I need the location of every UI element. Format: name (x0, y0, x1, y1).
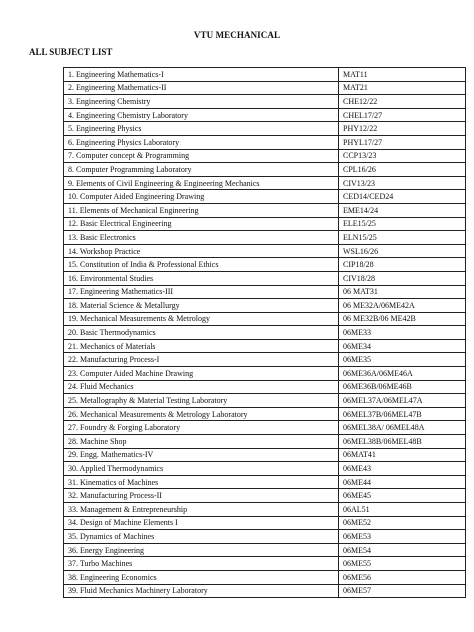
subject-code-cell: 06ME45 (339, 489, 466, 503)
subject-code-cell: PHY12/22 (339, 122, 466, 136)
table-row (64, 149, 466, 163)
table-row (64, 462, 466, 476)
subject-code-cell: 06ME34 (339, 339, 466, 353)
subject-code-cell: EME14/24 (339, 203, 466, 217)
subject-name-cell: 19. Mechanical Measurements & Metrology (64, 312, 339, 326)
subject-name-cell: 3. Engineering Chemistry (64, 95, 339, 109)
table-row (64, 231, 466, 245)
subject-code-cell: CHEL17/27 (339, 108, 466, 122)
table-row (64, 271, 466, 285)
subject-name-cell: 7. Computer concept & Programming (64, 149, 339, 163)
subject-name-cell: 17. Engineering Mathematics-III (64, 285, 339, 299)
subject-name-cell: 20. Basic Thermodynamics (64, 326, 339, 340)
subject-code-cell: 06ME44 (339, 475, 466, 489)
table-row (64, 163, 466, 177)
subject-name-cell: 39. Fluid Mechanics Machinery Laboratory (64, 584, 339, 598)
subject-name-cell: 25. Metallography & Material Testing Laboratory (64, 394, 339, 408)
subject-code-cell: 06ME55 (339, 557, 466, 571)
table-row (64, 258, 466, 272)
table-row (64, 503, 466, 517)
subject-code-cell: 06MEL37A/06MEL47A (339, 394, 466, 408)
subject-code-cell: 06ME36B/06ME46B (339, 380, 466, 394)
table-row (64, 285, 466, 299)
subject-name-cell: 8. Computer Programming Laboratory (64, 163, 339, 177)
subject-name-cell: 24. Fluid Mechanics (64, 380, 339, 394)
table-row (64, 530, 466, 544)
table-row (64, 122, 466, 136)
subject-code-cell: ELN15/25 (339, 231, 466, 245)
subject-code-cell: 06ME53 (339, 530, 466, 544)
table-row (64, 516, 466, 530)
subject-name-cell: 34. Design of Machine Elements I (64, 516, 339, 530)
table-row (64, 353, 466, 367)
subject-name-cell: 33. Management & Entrepreneurship (64, 503, 339, 517)
subject-code-cell: 06MEL37B/06MEL47B (339, 407, 466, 421)
subject-code-cell: CIV13/23 (339, 176, 466, 190)
document-title: VTU MECHANICAL (193, 30, 281, 40)
table-row (64, 176, 466, 190)
subject-name-cell: 6. Engineering Physics Laboratory (64, 135, 339, 149)
table-row (64, 475, 466, 489)
subject-name-cell: 30. Applied Thermodynamics (64, 462, 339, 476)
subject-code-cell: CED14/CED24 (339, 190, 466, 204)
subject-name-cell: 31. Kinematics of Machines (64, 475, 339, 489)
table-row (64, 543, 466, 557)
subject-code-cell: CIV18/28 (339, 271, 466, 285)
subject-name-cell: 29. Engg. Mathematics-IV (64, 448, 339, 462)
table-row (64, 448, 466, 462)
subject-name-cell: 23. Computer Aided Machine Drawing (64, 367, 339, 381)
subject-code-cell: 06ME54 (339, 543, 466, 557)
subject-name-cell: 35. Dynamics of Machines (64, 530, 339, 544)
subject-code-cell: 06ME43 (339, 462, 466, 476)
subject-code-cell: 06ME57 (339, 584, 466, 598)
subject-name-cell: 26. Mechanical Measurements & Metrology Laboratory (64, 407, 339, 421)
subject-name-cell: 12. Basic Electrical Engineering (64, 217, 339, 231)
subject-code-cell: MAT11 (339, 68, 466, 82)
table-row (64, 570, 466, 584)
subject-code-cell: 06ME56 (339, 570, 466, 584)
subject-code-cell: 06AL51 (339, 503, 466, 517)
subject-code-cell: 06ME52 (339, 516, 466, 530)
subject-code-cell: 06MEL38A/ 06MEL48A (339, 421, 466, 435)
subject-code-cell: CIP18/28 (339, 258, 466, 272)
table-row (64, 81, 466, 95)
subject-name-cell: 5. Engineering Physics (64, 122, 339, 136)
subject-name-cell: 1. Engineering Mathematics-I (64, 68, 339, 82)
table-row (64, 68, 466, 82)
table-row (64, 299, 466, 313)
subject-code-cell: ELE15/25 (339, 217, 466, 231)
table-row (64, 190, 466, 204)
table-row (64, 95, 466, 109)
subject-name-cell: 27. Foundry & Forging Laboratory (64, 421, 339, 435)
subject-code-cell: 06 MAT31 (339, 285, 466, 299)
table-row (64, 217, 466, 231)
subject-name-cell: 37. Turbo Machines (64, 557, 339, 571)
subject-name-cell: 21. Mechanics of Materials (64, 339, 339, 353)
table-row (64, 326, 466, 340)
subject-code-cell: WSL16/26 (339, 244, 466, 258)
subject-code-cell: PHYL17/27 (339, 135, 466, 149)
subject-code-cell: 06ME36A/06ME46A (339, 367, 466, 381)
table-row (64, 435, 466, 449)
subject-name-cell: 36. Energy Engineering (64, 543, 339, 557)
subject-code-cell: 06 ME32A/06ME42A (339, 299, 466, 313)
subject-code-cell: 06 ME32B/06 ME42B (339, 312, 466, 326)
subject-name-cell: 9. Elements of Civil Engineering & Engineering Mechanics (64, 176, 339, 190)
subject-code-cell: CCP13/23 (339, 149, 466, 163)
table-row (64, 421, 466, 435)
subject-table (63, 67, 466, 598)
table-row (64, 244, 466, 258)
subject-name-cell: 11. Elements of Mechanical Engineering (64, 203, 339, 217)
subject-name-cell: 22. Manufacturing Process-I (64, 353, 339, 367)
subject-code-cell: CHE12/22 (339, 95, 466, 109)
table-row (64, 108, 466, 122)
table-row (64, 380, 466, 394)
table-row (64, 339, 466, 353)
table-row (64, 584, 466, 598)
table-row (64, 203, 466, 217)
subject-name-cell: 14. Workshop Practice (64, 244, 339, 258)
table-row (64, 407, 466, 421)
subject-name-cell: 32. Manufacturing Process-II (64, 489, 339, 503)
subject-name-cell: 10. Computer Aided Engineering Drawing (64, 190, 339, 204)
subject-name-cell: 16. Environmental Studies (64, 271, 339, 285)
subject-name-cell: 18. Material Science & Metallurgy (64, 299, 339, 313)
subject-code-cell: MAT21 (339, 81, 466, 95)
document-subtitle: ALL SUBJECT LIST (29, 47, 113, 57)
subject-code-cell: 06MEL38B/06MEL48B (339, 435, 466, 449)
subject-name-cell: 15. Constitution of India & Professional Ethics (64, 258, 339, 272)
subject-name-cell: 38. Engineering Economics (64, 570, 339, 584)
subject-name-cell: 28. Machine Shop (64, 435, 339, 449)
subject-table-body (64, 68, 466, 598)
table-row (64, 394, 466, 408)
subject-name-cell: 2. Engineering Mathematics-II (64, 81, 339, 95)
table-row (64, 312, 466, 326)
table-row (64, 557, 466, 571)
table-row (64, 135, 466, 149)
subject-code-cell: CPL16/26 (339, 163, 466, 177)
subject-name-cell: 4. Engineering Chemistry Laboratory (64, 108, 339, 122)
subject-name-cell: 13. Basic Electronics (64, 231, 339, 245)
table-row (64, 489, 466, 503)
subject-code-cell: 06MAT41 (339, 448, 466, 462)
subject-code-cell: 06ME33 (339, 326, 466, 340)
table-row (64, 367, 466, 381)
subject-code-cell: 06ME35 (339, 353, 466, 367)
